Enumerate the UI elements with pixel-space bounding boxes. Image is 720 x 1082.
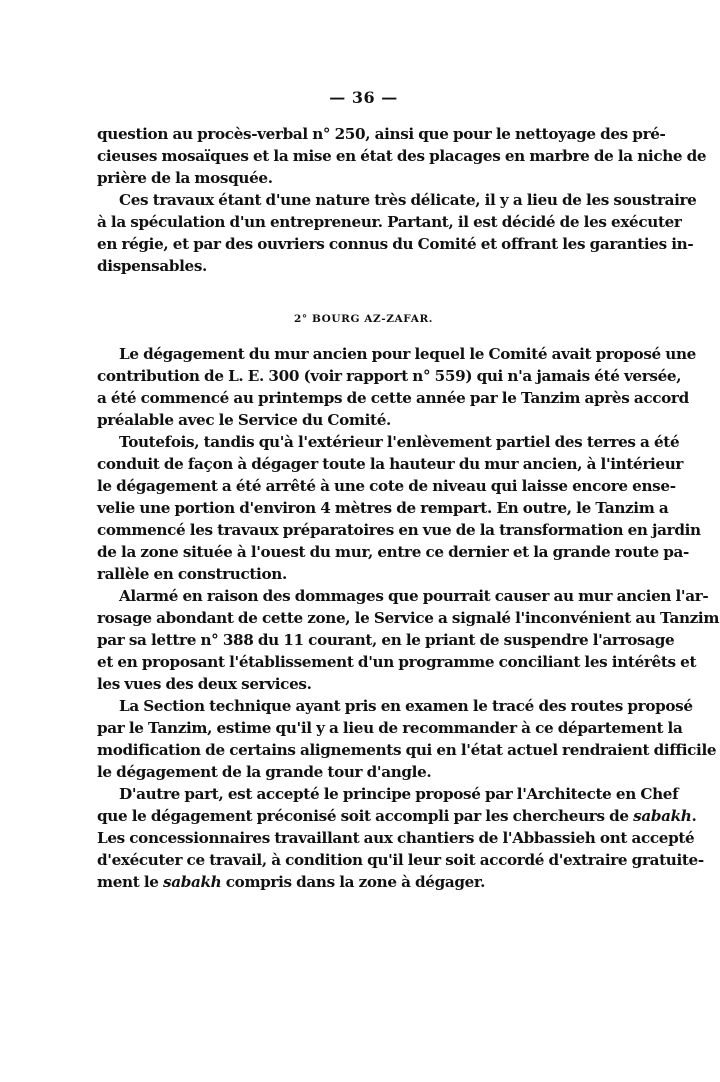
section-heading: 2° BOURG AZ-ZAFAR. (293, 313, 434, 325)
text-line: D'autre part, est accepté le principe proposé par l'Architecte en Chef (119, 785, 679, 803)
text-line: le dégagement a été arrêté à une cote de niveau qui laisse encore ense- (97, 477, 676, 495)
text-line: par le Tanzim, estime qu'il y a lieu de recommander à ce département la (97, 719, 683, 737)
text-line: contribution de L. E. 300 (voir rapport n° 559) qui n'a jamais été versée, (97, 367, 682, 385)
text-line: ment le sabakh compris dans la zone à dégager. (97, 873, 486, 891)
text-line: que le dégagement préconisé soit accompli par les chercheurs de sabakh. (97, 807, 697, 825)
text-line: modification de certains alignements qui en l'état actuel rendraient difficile (97, 741, 717, 759)
text-line: rosage abondant de cette zone, le Service a signalé l'inconvénient au Tanzim (97, 609, 720, 627)
text-line: Toutefois, tandis qu'à l'extérieur l'enlèvement partiel des terres a été (119, 433, 680, 451)
text-line: velie une portion d'environ 4 mètres de rempart. En outre, le Tanzim a (97, 499, 669, 517)
text-line: d'exécuter ce travail, à condition qu'il leur soit accordé d'extraire gratuite- (97, 851, 704, 869)
text-line: prière de la mosquée. (97, 169, 273, 187)
text-line: Les concessionnaires travaillant aux chantiers de l'Abbassieh ont accepté (97, 829, 695, 847)
text-line: de la zone située à l'ouest du mur, entre ce dernier et la grande route pa- (97, 543, 689, 561)
text-line: à la spéculation d'un entrepreneur. Partant, il est décidé de les exécuter (97, 213, 682, 231)
paragraphs-before-heading (97, 123, 707, 277)
text-line: a été commencé au printemps de cette année par le Tanzim après accord (97, 389, 689, 407)
text-line: le dégagement de la grande tour d'angle. (97, 763, 432, 781)
text-line: conduit de façon à dégager toute la hauteur du mur ancien, à l'intérieur (97, 455, 684, 473)
text-line: préalable avec le Service du Comité. (97, 411, 391, 429)
text-line: par sa lettre n° 388 du 11 courant, en le priant de suspendre l'arrosage (97, 631, 675, 649)
text-line: Le dégagement du mur ancien pour lequel le Comité avait proposé une (119, 345, 696, 363)
text-line: dispensables. (97, 257, 207, 275)
paragraphs-after-heading (97, 343, 720, 893)
text-line: les vues des deux services. (97, 675, 312, 693)
text-line: La Section technique ayant pris en examen le tracé des routes proposé (119, 697, 693, 715)
text-line: cieuses mosaïques et la mise en état des placages en marbre de la niche de (97, 147, 707, 165)
text-line: en régie, et par des ouvriers connus du Comité et offrant les garanties in- (97, 235, 694, 253)
text-line: commencé les travaux préparatoires en vue de la transformation en jardin (97, 521, 701, 539)
text-line: question au procès-verbal n° 250, ainsi que pour le nettoyage des pré- (97, 125, 666, 143)
page-number: — 36 — (329, 88, 398, 107)
text-line: Ces travaux étant d'une nature très délicate, il y a lieu de les soustraire (119, 191, 697, 209)
text-line: et en proposant l'établissement d'un programme conciliant les intérêts et (97, 653, 697, 671)
text-line: Alarmé en raison des dommages que pourrait causer au mur ancien l'ar- (119, 587, 709, 605)
text-line: rallèle en construction. (97, 565, 287, 583)
